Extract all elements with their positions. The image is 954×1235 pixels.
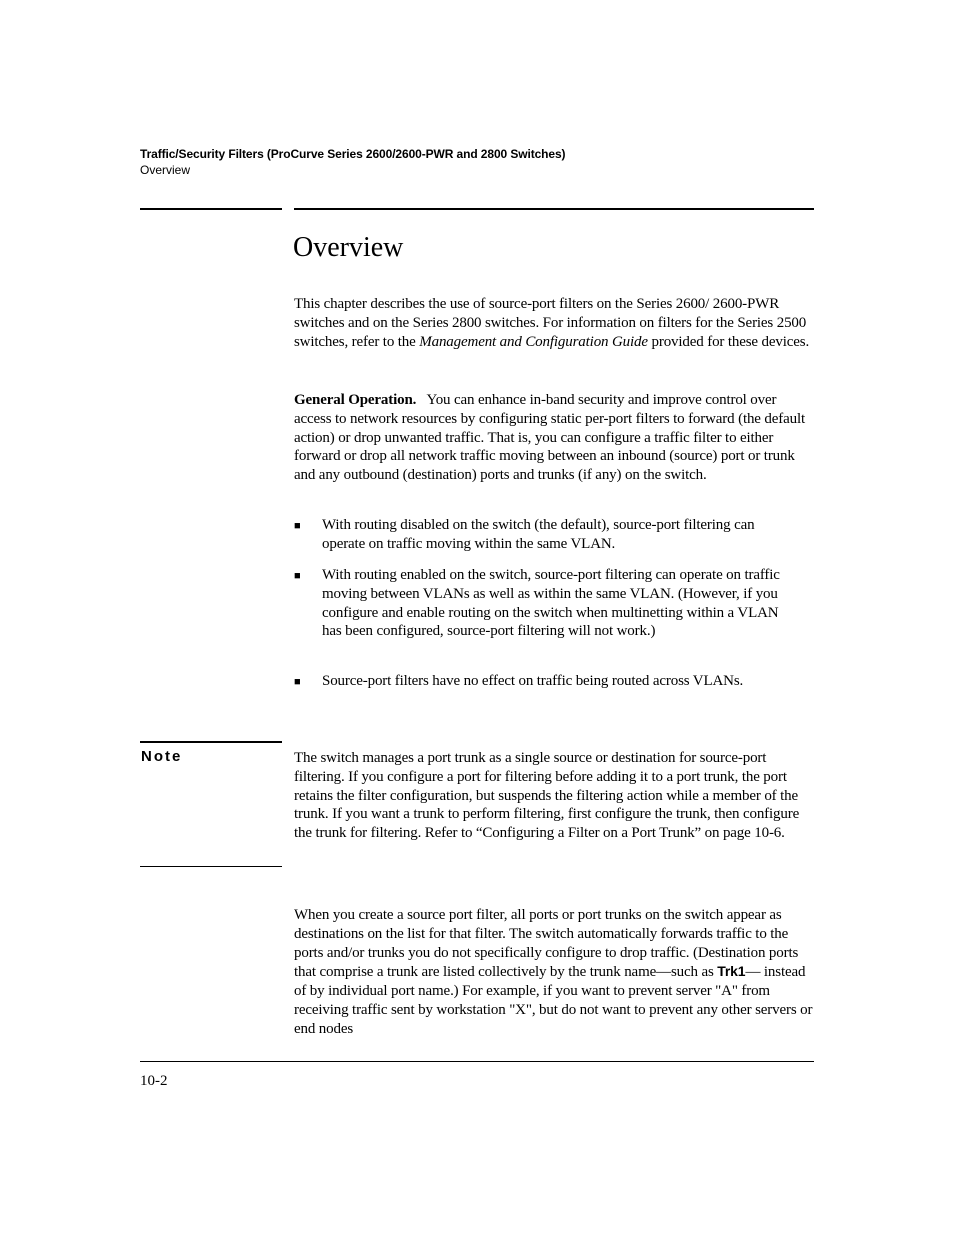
square-bullet-icon: ■ [294,676,301,688]
running-header-title: Traffic/Security Filters (ProCurve Series 2600/2600-PWR and 2800 Switches) [140,147,566,161]
note-rule-top [140,741,282,743]
closing-paragraph [294,906,816,1039]
bullet-item [294,672,794,691]
intro-text-before: This chapter describes the use of source-port filters on the Series 2600/ 2600-PWR switches and on the Series 2800 switches. For information on filters for the Series 2500 switches, refer to the [294,296,807,350]
left-rule-top [140,208,282,210]
note-label: Note [141,748,183,765]
bullet-item [294,566,794,641]
note-text: The switch manages a port trunk as a single source or destination for source-port filtering. If you configure a port for filtering before adding it to a port trunk, the port retains the filter configuration, but suspends the filtering action while a member of the trunk. If you want a trunk to perform filtering, first configure the trunk, then configure the trunk for filtering. Refer to “Configuring a Filter on a Port Trunk” on page 10-6. [294,750,800,842]
closing-text-after: — instead of by individual port name.) For example, if you want to prevent server "A" from receiving traffic sent by workstation "X", but do not want to prevent any other servers or end nodes [294,964,813,1037]
square-bullet-icon: ■ [294,520,301,532]
footer-rule [140,1061,814,1062]
main-rule-top [294,208,814,210]
closing-text-before: When you create a source port filter, all ports or port trunks on the switch appear as destinations on the list for that filter. The switch automatically forwards traffic to the ports and/or trunks you do not specifically configure to drop traffic. (Destination ports that comprise a trunk are listed collectively by the trunk name—such as [294,907,799,981]
general-operation-text: You can enhance in-band security and improve control over access to network resources by configuring static per-port filters to forward (the default action) or drop unwanted traffic. That is, you can configure a traffic filter to either forward or drop all network traffic moving between an inbound (source) port or trunk and any outbound (destination) ports and trunks (if any) on the switch. [294,392,806,484]
running-header-subtitle: Overview [140,163,191,177]
bullet-item [294,516,794,554]
intro-text-after: provided for these devices. [647,333,810,350]
note-rule-bottom [140,866,282,867]
trunk-name-code: Trk1 [717,963,746,980]
section-heading: Overview [293,232,404,263]
bullet-text: With routing disabled on the switch (the default), source-port filtering can operate on traffic moving within the same VLAN. [322,517,755,552]
bullet-text: With routing enabled on the switch, source-port filtering can operate on traffic moving between VLANs as well as within the same VLAN. (However, if you configure and enable routing on the switch when multinetting within a VLAN has been configured, source-port filtering will not work.) [322,567,780,640]
general-operation-paragraph [294,391,816,485]
square-bullet-icon: ■ [294,570,301,582]
intro-emphasis: Management and Configuration Guide [419,333,648,350]
general-operation-lead: General Operation. [294,392,417,408]
bullet-text: Source-port filters have no effect on traffic being routed across VLANs. [322,673,744,689]
page-number: 10-2 [140,1073,168,1089]
intro-paragraph [294,295,816,351]
